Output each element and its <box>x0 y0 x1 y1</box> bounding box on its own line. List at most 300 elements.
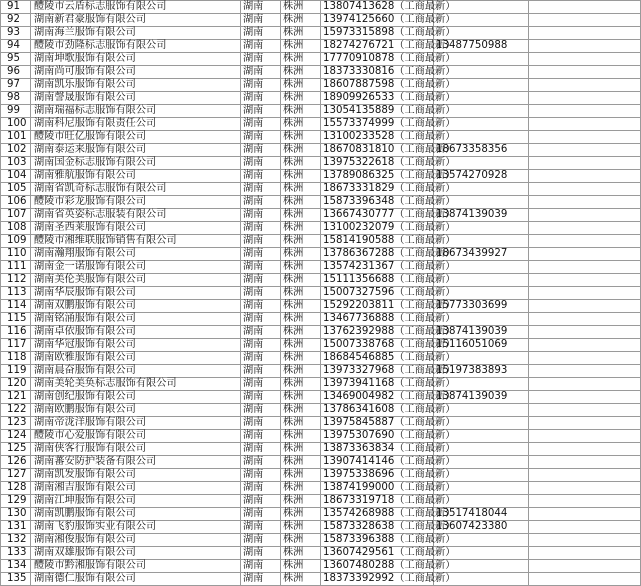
province-cell[interactable]: 湖南 <box>241 92 281 105</box>
table-body <box>1 1 641 586</box>
company-name-cell[interactable]: 湖南瀚翔服饰有限公司 <box>31 248 241 261</box>
province-cell[interactable]: 湖南 <box>241 534 281 547</box>
empty-cell[interactable] <box>529 547 641 560</box>
empty-cell[interactable] <box>529 14 641 27</box>
empty-cell[interactable] <box>529 339 641 352</box>
city-cell[interactable]: 株洲 <box>281 261 321 274</box>
province-cell[interactable]: 湖南 <box>241 521 281 534</box>
province-cell[interactable]: 湖南 <box>241 261 281 274</box>
empty-cell[interactable] <box>529 118 641 131</box>
row-number-cell[interactable]: 118 <box>1 352 31 365</box>
row-number-cell[interactable]: 108 <box>1 222 31 235</box>
empty-cell[interactable] <box>529 430 641 443</box>
phone-cell[interactable]: 18373330816（工商最新） <box>321 66 434 79</box>
company-name-cell[interactable]: 醴陵市彩龙服饰有限公司 <box>31 196 241 209</box>
empty-cell[interactable] <box>529 508 641 521</box>
row-number-cell[interactable]: 111 <box>1 261 31 274</box>
city-cell[interactable]: 株洲 <box>281 482 321 495</box>
company-name-cell[interactable]: 湖南省凯奇标志服饰有限公司 <box>31 183 241 196</box>
company-name-cell[interactable]: 湖南国金标志服饰有限公司 <box>31 157 241 170</box>
empty-cell[interactable] <box>529 352 641 365</box>
city-cell[interactable]: 株洲 <box>281 521 321 534</box>
row-number-cell[interactable]: 93 <box>1 27 31 40</box>
city-cell[interactable]: 株洲 <box>281 573 321 586</box>
company-name-cell[interactable]: 湖南科尼服饰有限责任公司 <box>31 118 241 131</box>
city-cell[interactable]: 株洲 <box>281 79 321 92</box>
empty-cell[interactable] <box>529 287 641 300</box>
phone-cell[interactable]: 13762392988（工商最新） <box>321 326 434 339</box>
province-cell[interactable]: 湖南 <box>241 1 281 14</box>
row-number-cell[interactable]: 116 <box>1 326 31 339</box>
province-cell[interactable]: 湖南 <box>241 573 281 586</box>
empty-cell[interactable] <box>529 313 641 326</box>
row-number-cell[interactable]: 122 <box>1 404 31 417</box>
empty-cell[interactable] <box>529 248 641 261</box>
company-name-cell[interactable]: 醴陵市云盾标志服饰有限公司 <box>31 1 241 14</box>
company-name-cell[interactable]: 湖南坤歌服饰有限公司 <box>31 53 241 66</box>
empty-cell[interactable] <box>529 274 641 287</box>
phone-cell[interactable]: 13100233528（工商最新） <box>321 131 434 144</box>
province-cell[interactable]: 湖南 <box>241 300 281 313</box>
empty-cell[interactable] <box>529 170 641 183</box>
city-cell[interactable]: 株洲 <box>281 131 321 144</box>
company-name-cell[interactable]: 湖南铭涌服饰有限公司 <box>31 313 241 326</box>
phone-cell[interactable]: 17770910878（工商最新） <box>321 53 434 66</box>
city-cell[interactable]: 株洲 <box>281 248 321 261</box>
city-cell[interactable]: 株洲 <box>281 547 321 560</box>
phone-cell[interactable]: 15292203811（工商最新） <box>321 300 434 313</box>
province-cell[interactable]: 湖南 <box>241 404 281 417</box>
province-cell[interactable]: 湖南 <box>241 495 281 508</box>
empty-cell[interactable] <box>529 469 641 482</box>
city-cell[interactable]: 株洲 <box>281 105 321 118</box>
phone-cell[interactable]: 13975322618（工商最新） <box>321 157 434 170</box>
table-row <box>1 261 641 274</box>
row-number-cell[interactable]: 131 <box>1 521 31 534</box>
row-number-cell[interactable]: 94 <box>1 40 31 53</box>
extra-phone-cell[interactable]: 13517418044 <box>434 508 529 521</box>
company-name-cell[interactable]: 湖南瑞福标志服饰有限公司 <box>31 105 241 118</box>
row-number-cell[interactable]: 105 <box>1 183 31 196</box>
province-cell[interactable]: 湖南 <box>241 547 281 560</box>
row-number-cell[interactable]: 123 <box>1 417 31 430</box>
phone-cell[interactable]: 13054135889（工商最新） <box>321 105 434 118</box>
empty-cell[interactable] <box>529 482 641 495</box>
row-number-cell[interactable]: 106 <box>1 196 31 209</box>
city-cell[interactable]: 株洲 <box>281 378 321 391</box>
company-name-cell[interactable]: 醴陵市黔湘服饰有限公司 <box>31 560 241 573</box>
table-row <box>1 27 641 40</box>
row-number-cell[interactable]: 117 <box>1 339 31 352</box>
company-name-cell[interactable]: 湖南海兰服饰有限公司 <box>31 27 241 40</box>
company-name-cell[interactable]: 湖南华辰服饰有限公司 <box>31 287 241 300</box>
empty-cell[interactable] <box>529 235 641 248</box>
province-cell[interactable]: 湖南 <box>241 456 281 469</box>
phone-cell[interactable]: 15814190588（工商最新） <box>321 235 434 248</box>
phone-cell[interactable]: 13100232079（工商最新） <box>321 222 434 235</box>
city-cell[interactable]: 株洲 <box>281 274 321 287</box>
empty-cell[interactable] <box>529 495 641 508</box>
phone-cell[interactable]: 13574231367（工商最新） <box>321 261 434 274</box>
empty-cell[interactable] <box>529 378 641 391</box>
phone-cell[interactable]: 13607480288（工商最新） <box>321 560 434 573</box>
row-number-cell[interactable]: 101 <box>1 131 31 144</box>
table-row <box>1 157 641 170</box>
empty-cell[interactable] <box>529 79 641 92</box>
row-number-cell[interactable]: 114 <box>1 300 31 313</box>
city-cell[interactable]: 株洲 <box>281 508 321 521</box>
empty-cell[interactable] <box>529 1 641 14</box>
province-cell[interactable]: 湖南 <box>241 118 281 131</box>
phone-cell[interactable]: 13907414146（工商最新） <box>321 456 434 469</box>
phone-cell[interactable]: 15873396388（工商最新） <box>321 534 434 547</box>
province-cell[interactable]: 湖南 <box>241 222 281 235</box>
row-number-cell[interactable]: 99 <box>1 105 31 118</box>
row-number-cell[interactable]: 112 <box>1 274 31 287</box>
province-cell[interactable]: 湖南 <box>241 209 281 222</box>
table-row <box>1 313 641 326</box>
province-cell[interactable]: 湖南 <box>241 131 281 144</box>
company-name-cell[interactable]: 湖南凯乐服饰有限公司 <box>31 79 241 92</box>
company-name-cell[interactable]: 湖南飞豹服饰实业有限公司 <box>31 521 241 534</box>
row-number-cell[interactable]: 110 <box>1 248 31 261</box>
phone-cell[interactable]: 18373392992（工商最新） <box>321 573 434 586</box>
province-cell[interactable]: 湖南 <box>241 482 281 495</box>
city-cell[interactable]: 株洲 <box>281 404 321 417</box>
phone-cell[interactable]: 13975845887（工商最新） <box>321 417 434 430</box>
extra-phone-cell[interactable]: 13487750988 <box>434 40 529 53</box>
extra-phone-cell[interactable]: 18673358356 <box>434 144 529 157</box>
row-number-cell[interactable]: 135 <box>1 573 31 586</box>
row-number-cell[interactable]: 95 <box>1 53 31 66</box>
province-cell[interactable]: 湖南 <box>241 287 281 300</box>
company-name-cell[interactable]: 湖南双雄服饰有限公司 <box>31 547 241 560</box>
empty-cell[interactable] <box>529 261 641 274</box>
phone-cell[interactable]: 18607887598（工商最新） <box>321 79 434 92</box>
row-number-cell[interactable]: 97 <box>1 79 31 92</box>
company-name-cell[interactable]: 醴陵市旺亿服饰有限公司 <box>31 131 241 144</box>
company-name-cell[interactable]: 湖南謦晟服饰有限公司 <box>31 92 241 105</box>
phone-cell[interactable]: 15007327596（工商最新） <box>321 287 434 300</box>
empty-cell[interactable] <box>529 391 641 404</box>
empty-cell[interactable] <box>529 183 641 196</box>
province-cell[interactable]: 湖南 <box>241 560 281 573</box>
province-cell[interactable]: 湖南 <box>241 378 281 391</box>
phone-cell[interactable]: 15111356688（工商最新） <box>321 274 434 287</box>
city-cell[interactable]: 株洲 <box>281 352 321 365</box>
company-name-cell[interactable]: 醴陵市劲隆标志服饰有限公司 <box>31 40 241 53</box>
row-number-cell[interactable]: 129 <box>1 495 31 508</box>
phone-cell[interactable]: 13667430777（工商最新） <box>321 209 434 222</box>
city-cell[interactable]: 株洲 <box>281 300 321 313</box>
table-row <box>1 547 641 560</box>
extra-phone-cell[interactable]: 13874139039 <box>434 391 529 404</box>
city-cell[interactable]: 株洲 <box>281 417 321 430</box>
city-cell[interactable]: 株洲 <box>281 53 321 66</box>
empty-cell[interactable] <box>529 105 641 118</box>
company-name-cell[interactable]: 湖南雅航服饰有限公司 <box>31 170 241 183</box>
phone-cell[interactable]: 13873363834（工商最新） <box>321 443 434 456</box>
company-name-cell[interactable]: 湖南省英姿标志服装有限公司 <box>31 209 241 222</box>
empty-cell[interactable] <box>529 404 641 417</box>
city-cell[interactable]: 株洲 <box>281 560 321 573</box>
empty-cell[interactable] <box>529 573 641 586</box>
phone-cell[interactable]: 15007338768（工商最新） <box>321 339 434 352</box>
province-cell[interactable]: 湖南 <box>241 235 281 248</box>
row-number-cell[interactable]: 132 <box>1 534 31 547</box>
extra-phone-cell[interactable]: 18673439927 <box>434 248 529 261</box>
empty-cell[interactable] <box>529 131 641 144</box>
company-name-cell[interactable]: 湖南双鹏服饰有限公司 <box>31 300 241 313</box>
province-cell[interactable]: 湖南 <box>241 53 281 66</box>
phone-cell[interactable]: 18684546885（工商最新） <box>321 352 434 365</box>
row-number-cell[interactable]: 96 <box>1 66 31 79</box>
company-name-cell[interactable]: 湖南湘吉服饰有限公司 <box>31 482 241 495</box>
province-cell[interactable]: 湖南 <box>241 14 281 27</box>
table-row <box>1 144 641 157</box>
province-cell[interactable]: 湖南 <box>241 183 281 196</box>
row-number-cell[interactable]: 133 <box>1 547 31 560</box>
empty-cell[interactable] <box>529 27 641 40</box>
company-name-cell[interactable]: 醴陵市心爱服饰有限公司 <box>31 430 241 443</box>
province-cell[interactable]: 湖南 <box>241 391 281 404</box>
empty-cell[interactable] <box>529 417 641 430</box>
extra-phone-cell[interactable]: 13607423380 <box>434 521 529 534</box>
phone-cell[interactable]: 18673331829（工商最新） <box>321 183 434 196</box>
province-cell[interactable]: 湖南 <box>241 170 281 183</box>
table-row <box>1 339 641 352</box>
table-row <box>1 430 641 443</box>
row-number-cell[interactable]: 98 <box>1 92 31 105</box>
extra-phone-cell[interactable]: 15197383893 <box>434 365 529 378</box>
city-cell[interactable]: 株洲 <box>281 66 321 79</box>
city-cell[interactable]: 株洲 <box>281 365 321 378</box>
company-name-cell[interactable]: 湖南湘俊服饰有限公司 <box>31 534 241 547</box>
empty-cell[interactable] <box>529 157 641 170</box>
company-name-cell[interactable]: 湖南美伦美服饰有限公司 <box>31 274 241 287</box>
province-cell[interactable]: 湖南 <box>241 196 281 209</box>
province-cell[interactable]: 湖南 <box>241 508 281 521</box>
province-cell[interactable]: 湖南 <box>241 352 281 365</box>
phone-cell[interactable]: 15973315898（工商最新） <box>321 27 434 40</box>
row-number-cell[interactable]: 130 <box>1 508 31 521</box>
city-cell[interactable]: 株洲 <box>281 339 321 352</box>
phone-cell[interactable]: 13786341608（工商最新） <box>321 404 434 417</box>
company-name-cell[interactable]: 湖南金一诺服饰有限公司 <box>31 261 241 274</box>
phone-cell[interactable]: 13467736888（工商最新） <box>321 313 434 326</box>
company-name-cell[interactable]: 湖南蕃安防护装备有限公司 <box>31 456 241 469</box>
province-cell[interactable]: 湖南 <box>241 157 281 170</box>
empty-cell[interactable] <box>529 53 641 66</box>
empty-cell[interactable] <box>529 521 641 534</box>
extra-phone-cell[interactable]: 13874139039 <box>434 209 529 222</box>
empty-cell[interactable] <box>529 92 641 105</box>
table-row <box>1 287 641 300</box>
province-cell[interactable]: 湖南 <box>241 443 281 456</box>
table-row <box>1 274 641 287</box>
empty-cell[interactable] <box>529 144 641 157</box>
city-cell[interactable]: 株洲 <box>281 144 321 157</box>
table-row <box>1 66 641 79</box>
province-cell[interactable]: 湖南 <box>241 248 281 261</box>
row-number-cell[interactable]: 115 <box>1 313 31 326</box>
empty-cell[interactable] <box>529 560 641 573</box>
province-cell[interactable]: 湖南 <box>241 326 281 339</box>
phone-cell[interactable]: 13973941168（工商最新） <box>321 378 434 391</box>
company-name-cell[interactable]: 湖南德仁服饰有限公司 <box>31 573 241 586</box>
city-cell[interactable]: 株洲 <box>281 326 321 339</box>
province-cell[interactable]: 湖南 <box>241 430 281 443</box>
company-name-cell[interactable]: 湖南圣西莱服饰有限公司 <box>31 222 241 235</box>
province-cell[interactable]: 湖南 <box>241 27 281 40</box>
row-number-cell[interactable]: 119 <box>1 365 31 378</box>
company-name-cell[interactable]: 湖南尚可服饰有限公司 <box>31 66 241 79</box>
province-cell[interactable]: 湖南 <box>241 40 281 53</box>
city-cell[interactable]: 株洲 <box>281 170 321 183</box>
row-number-cell[interactable]: 120 <box>1 378 31 391</box>
city-cell[interactable]: 株洲 <box>281 118 321 131</box>
company-name-cell[interactable]: 湖南美轮美奂标志服饰有限公司 <box>31 378 241 391</box>
company-name-cell[interactable]: 湖南帝泷洋服饰有限公司 <box>31 417 241 430</box>
province-cell[interactable]: 湖南 <box>241 313 281 326</box>
city-cell[interactable]: 株洲 <box>281 27 321 40</box>
phone-cell[interactable]: 18673319718（工商最新） <box>321 495 434 508</box>
city-cell[interactable]: 株洲 <box>281 235 321 248</box>
extra-phone-cell[interactable]: 13574270928 <box>434 170 529 183</box>
company-name-cell[interactable]: 湖南欧鹏服饰有限公司 <box>31 404 241 417</box>
province-cell[interactable]: 湖南 <box>241 417 281 430</box>
company-name-cell[interactable]: 湖南泰运来服饰有限公司 <box>31 144 241 157</box>
row-number-cell[interactable]: 128 <box>1 482 31 495</box>
row-number-cell[interactable]: 92 <box>1 14 31 27</box>
row-number-cell[interactable]: 100 <box>1 118 31 131</box>
phone-cell[interactable]: 13607429561（工商最新） <box>321 547 434 560</box>
table-row <box>1 495 641 508</box>
phone-cell[interactable]: 15873328638（工商最新） <box>321 521 434 534</box>
phone-cell[interactable]: 13974125660（工商最新） <box>321 14 434 27</box>
city-cell[interactable]: 株洲 <box>281 92 321 105</box>
extra-phone-cell[interactable]: 15116051069 <box>434 339 529 352</box>
city-cell[interactable]: 株洲 <box>281 183 321 196</box>
province-cell[interactable]: 湖南 <box>241 66 281 79</box>
row-number-cell[interactable]: 103 <box>1 157 31 170</box>
empty-cell[interactable] <box>529 300 641 313</box>
empty-cell[interactable] <box>529 222 641 235</box>
city-cell[interactable]: 株洲 <box>281 456 321 469</box>
city-cell[interactable]: 株洲 <box>281 391 321 404</box>
city-cell[interactable]: 株洲 <box>281 14 321 27</box>
province-cell[interactable]: 湖南 <box>241 274 281 287</box>
company-name-cell[interactable]: 湖南新君豪服饰有限公司 <box>31 14 241 27</box>
extra-phone-cell[interactable]: 15773303699 <box>434 300 529 313</box>
phone-cell[interactable]: 15573374999（工商最新） <box>321 118 434 131</box>
province-cell[interactable]: 湖南 <box>241 469 281 482</box>
city-cell[interactable]: 株洲 <box>281 495 321 508</box>
company-name-cell[interactable]: 湖南晨奋服饰有限公司 <box>31 365 241 378</box>
phone-cell[interactable]: 13789086325（工商最新） <box>321 170 434 183</box>
city-cell[interactable]: 株洲 <box>281 469 321 482</box>
empty-cell[interactable] <box>529 40 641 53</box>
company-name-cell[interactable]: 湖南创纪服饰有限公司 <box>31 391 241 404</box>
row-number-cell[interactable]: 121 <box>1 391 31 404</box>
phone-cell[interactable]: 13975307690（工商最新） <box>321 430 434 443</box>
phone-cell[interactable]: 13574268988（工商最新） <box>321 508 434 521</box>
company-name-cell[interactable]: 湖南欧雅服饰有限公司 <box>31 352 241 365</box>
company-name-cell[interactable]: 湖南江坤服饰有限公司 <box>31 495 241 508</box>
company-name-cell[interactable]: 湖南凯鹏服饰有限公司 <box>31 508 241 521</box>
row-number-cell[interactable]: 102 <box>1 144 31 157</box>
empty-cell[interactable] <box>529 326 641 339</box>
row-number-cell[interactable]: 124 <box>1 430 31 443</box>
table-row <box>1 1 641 14</box>
province-cell[interactable]: 湖南 <box>241 105 281 118</box>
table-row <box>1 300 641 313</box>
phone-cell[interactable]: 18274276721（工商最新） <box>321 40 434 53</box>
city-cell[interactable]: 株洲 <box>281 443 321 456</box>
city-cell[interactable]: 株洲 <box>281 534 321 547</box>
empty-cell[interactable] <box>529 456 641 469</box>
phone-cell[interactable]: 13975338696（工商最新） <box>321 469 434 482</box>
row-number-cell[interactable]: 109 <box>1 235 31 248</box>
city-cell[interactable]: 株洲 <box>281 209 321 222</box>
table-row <box>1 196 641 209</box>
city-cell[interactable]: 株洲 <box>281 430 321 443</box>
city-cell[interactable]: 株洲 <box>281 40 321 53</box>
row-number-cell[interactable]: 91 <box>1 1 31 14</box>
empty-cell[interactable] <box>529 209 641 222</box>
row-number-cell[interactable]: 104 <box>1 170 31 183</box>
company-name-cell[interactable]: 湖南侠客行服饰有限公司 <box>31 443 241 456</box>
empty-cell[interactable] <box>529 196 641 209</box>
phone-cell[interactable]: 13973327968（工商最新） <box>321 365 434 378</box>
phone-cell[interactable]: 13469004982（工商最新） <box>321 391 434 404</box>
phone-cell[interactable]: 15873396348（工商最新） <box>321 196 434 209</box>
city-cell[interactable]: 株洲 <box>281 196 321 209</box>
empty-cell[interactable] <box>529 443 641 456</box>
phone-cell[interactable]: 13874199000（工商最新） <box>321 482 434 495</box>
row-number-cell[interactable]: 125 <box>1 443 31 456</box>
extra-phone-cell[interactable]: 13874139039 <box>434 326 529 339</box>
phone-cell[interactable]: 18670831810（工商最新） <box>321 144 434 157</box>
phone-cell[interactable]: 18909926533（工商最新） <box>321 92 434 105</box>
city-cell[interactable]: 株洲 <box>281 1 321 14</box>
city-cell[interactable]: 株洲 <box>281 313 321 326</box>
company-name-cell[interactable]: 湖南卓依服饰有限公司 <box>31 326 241 339</box>
company-name-cell[interactable]: 湖南凯发服饰有限公司 <box>31 469 241 482</box>
province-cell[interactable]: 湖南 <box>241 79 281 92</box>
city-cell[interactable]: 株洲 <box>281 157 321 170</box>
row-number-cell[interactable]: 113 <box>1 287 31 300</box>
phone-cell[interactable]: 13786367288（工商最新） <box>321 248 434 261</box>
empty-cell[interactable] <box>529 534 641 547</box>
city-cell[interactable]: 株洲 <box>281 222 321 235</box>
empty-cell[interactable] <box>529 66 641 79</box>
phone-cell[interactable]: 13807413628（工商最新） <box>321 1 434 14</box>
province-cell[interactable]: 湖南 <box>241 365 281 378</box>
row-number-cell[interactable]: 107 <box>1 209 31 222</box>
table-row <box>1 209 641 222</box>
province-cell[interactable]: 湖南 <box>241 144 281 157</box>
row-number-cell[interactable]: 127 <box>1 469 31 482</box>
table-row <box>1 508 641 521</box>
empty-cell[interactable] <box>529 365 641 378</box>
row-number-cell[interactable]: 126 <box>1 456 31 469</box>
city-cell[interactable]: 株洲 <box>281 287 321 300</box>
province-cell[interactable]: 湖南 <box>241 339 281 352</box>
company-name-cell[interactable]: 醴陵市湘维联服饰销售有限公司 <box>31 235 241 248</box>
company-name-cell[interactable]: 湖南华冠服饰有限公司 <box>31 339 241 352</box>
row-number-cell[interactable]: 134 <box>1 560 31 573</box>
